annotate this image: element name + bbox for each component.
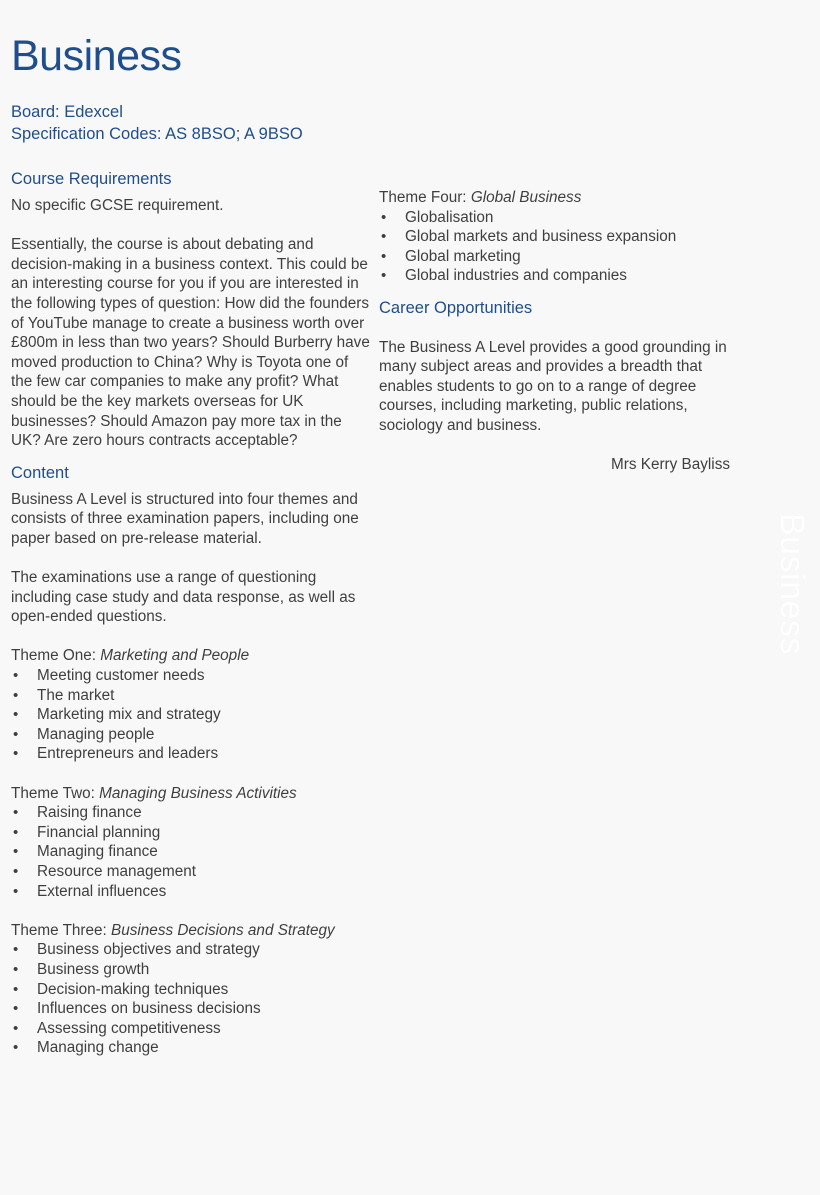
theme-four-name: Global Business <box>470 189 582 206</box>
theme-four-prefix: Theme Four: <box>379 189 471 206</box>
list-item: • Managing change <box>11 1038 371 1058</box>
list-item: • Decision-making techniques <box>11 980 371 1000</box>
list-item: • Managing people <box>11 725 371 745</box>
content-heading: Content <box>11 463 69 482</box>
career-opportunities-text: The Business A Level provides a good grounding in many subject areas and provides a breadth that enables students to go on to a range of degree courses, including marketing, public relations, sociology and business. <box>379 338 727 434</box>
list-item: • Assessing competitiveness <box>11 1019 371 1039</box>
list-item: • Entrepreneurs and leaders <box>11 744 371 764</box>
theme-one-prefix: Theme One: <box>11 647 101 665</box>
theme-two-name: Managing Business Activities <box>99 784 297 802</box>
course-intro-text: Essentially, the course is about debating and decision-making in a business context. This could be an interesting course for you if you are interested in the following types of question: How did the founders of YouTube manage to create a business worth over £800m in less than two years? Should Burberry have moved production to China? Why is Toyota one of the few car companies to make any profit? What should be the key markets overseas for UK businesses? Should Amazon pay more tax in the UK? Are zero hours contracts acceptable? <box>11 236 370 450</box>
theme-three-title <box>11 921 371 941</box>
author-signature: Mrs Kerry Bayliss <box>611 456 730 474</box>
theme-two-prefix: Theme Two: <box>11 784 100 802</box>
spec-block <box>11 101 303 145</box>
career-opportunities-heading: Career Opportunities <box>379 298 533 317</box>
content-paragraph-1: Business A Level is structured into four themes and consists of three examination papers, including one paper based on pre-release material. <box>11 490 359 547</box>
theme-two-title <box>11 784 371 804</box>
left-column <box>11 169 371 1058</box>
list-item: • Business growth <box>11 960 371 980</box>
page-title: Business <box>11 32 182 80</box>
theme-three-list <box>11 940 371 1058</box>
list-item: • Globalisation <box>379 208 739 228</box>
theme-four-list <box>379 208 739 286</box>
exam-board: Board: Edexcel <box>11 103 123 121</box>
theme-four-title <box>379 188 739 208</box>
right-column <box>379 188 739 475</box>
course-requirements-text: No specific GCSE requirement. <box>11 197 224 214</box>
list-item: • The market <box>11 686 371 706</box>
theme-three-prefix: Theme Three: <box>11 921 112 939</box>
side-section-label: Business <box>773 513 811 655</box>
content-paragraph-2: The examinations use a range of questioning including case study and data response, as well as open-ended questions. <box>11 569 356 626</box>
list-item: • Marketing mix and strategy <box>11 705 371 725</box>
list-item: • Business objectives and strategy <box>11 940 371 960</box>
list-item: • Raising finance <box>11 803 371 823</box>
list-item: • Resource management <box>11 862 371 882</box>
theme-one-title <box>11 646 371 666</box>
list-item: • Global industries and companies <box>379 266 739 286</box>
theme-one-name: Marketing and People <box>100 647 250 665</box>
list-item: • Managing finance <box>11 842 371 862</box>
list-item: • Global marketing <box>379 247 739 267</box>
theme-two-list <box>11 803 371 901</box>
list-item: • Influences on business decisions <box>11 999 371 1019</box>
list-item: • Global markets and business expansion <box>379 227 739 247</box>
theme-three-name: Business Decisions and Strategy <box>111 921 335 939</box>
theme-one-list <box>11 666 371 764</box>
course-requirements-heading: Course Requirements <box>11 170 172 188</box>
list-item: • External influences <box>11 882 371 902</box>
list-item: • Meeting customer needs <box>11 666 371 686</box>
spec-codes: Specification Codes: AS 8BSO; A 9BSO <box>11 125 303 143</box>
list-item: • Financial planning <box>11 823 371 843</box>
